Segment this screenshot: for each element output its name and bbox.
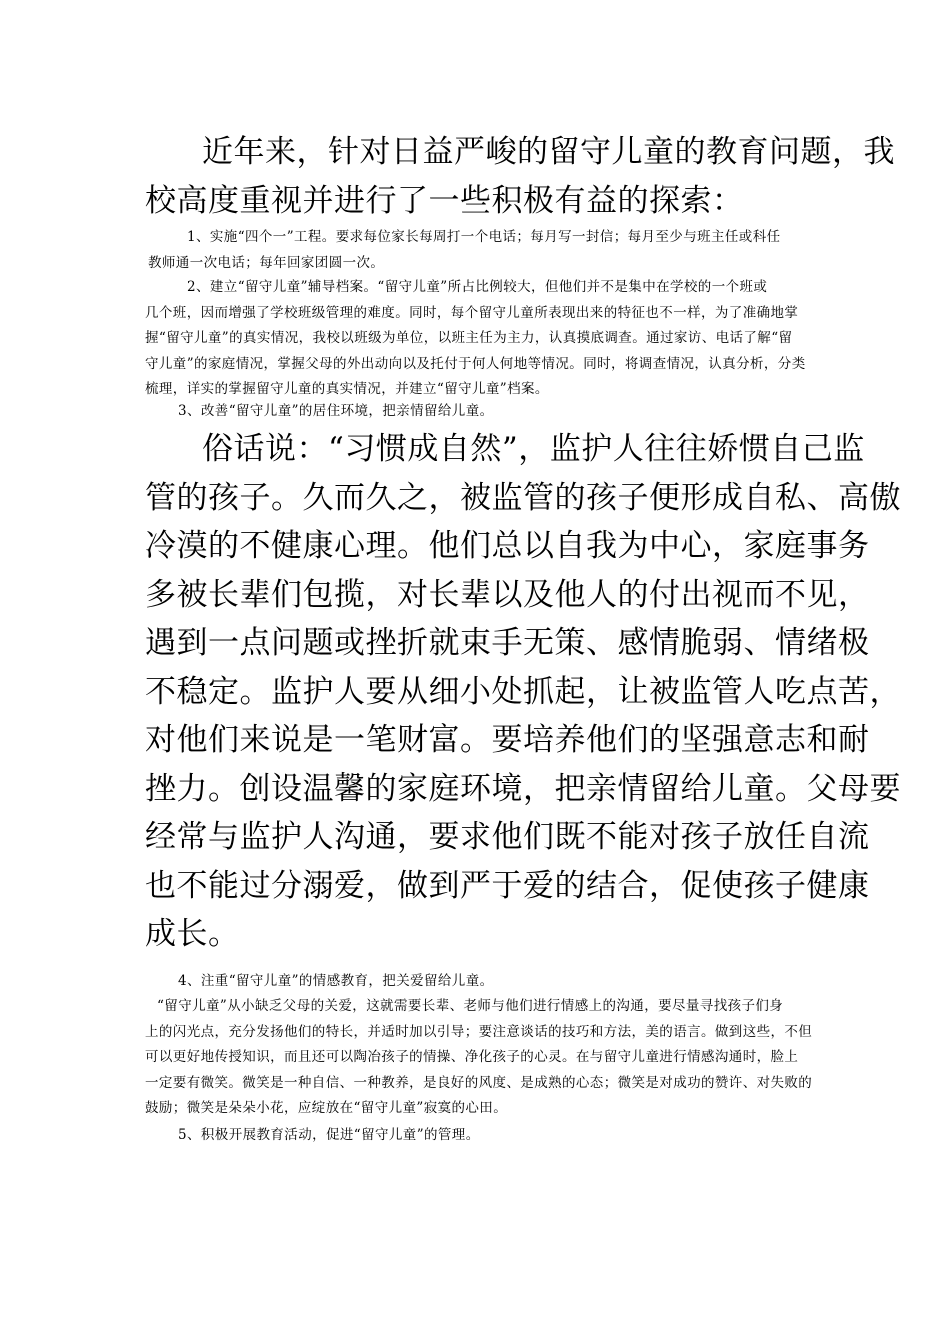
body-line: 多被长辈们包揽，对长辈以及他人的付出视而不见，: [145, 576, 870, 613]
item2-line: 2、建立“留守儿童”辅导档案。“留守儿童”所占比例较大，但他们并不是集中在学校的一个班或: [187, 279, 768, 295]
body-line: 冷漠的不健康心理。他们总以自我为中心，家庭事务: [145, 528, 870, 564]
item4-line: 上的闪光点，充分发扬他们的特长，并适时加以引导；要注意谈话的技巧和方法，美的语言。做到这些，不但: [145, 1023, 813, 1040]
body-line: 不稳定。监护人要从细小处抓起，让被监管人吃点苦，: [145, 673, 901, 710]
item3-heading: [178, 400, 494, 422]
body-line: 管的孩子。久而久之，被监管的孩子便形成自私、高傲: [145, 479, 901, 516]
item2-line: 握“留守儿童”的真实情况，我校以班级为单位，以班主任为主力，认真摸底调查。通过家访、电话了解“留: [145, 330, 793, 346]
body-line: 对他们来说是一笔财富。要培养他们的坚强意志和耐: [145, 722, 870, 758]
intro-line: 校高度重视并进行了一些积极有益的探索：: [145, 183, 744, 219]
body-line: 也不能过分溺爱，做到严于爱的结合，促使孩子健康: [145, 867, 870, 904]
body-line: 遇到一点问题或挫折就束手无策、感情脆弱、情绪极: [145, 625, 870, 661]
body-line: 成长。: [145, 916, 240, 952]
item4-line: “留守儿童”从小缺乏父母的关爱，这就需要长辈、老师与他们进行情感上的沟通，要尽量寻找孩子们身: [157, 998, 784, 1014]
item2-paragraph: [145, 275, 806, 403]
body-line: 挫力。创设温馨的家庭环境，把亲情留给儿童。父母要: [145, 770, 901, 807]
item3-heading-text: 3、改善“留守儿童”的居住环境，把亲情留给儿童。: [178, 403, 494, 419]
item2-line: 几个班，因而增强了学校班级管理的难度。同时，每个留守儿童所表现出来的特征也不一样，为了准确地掌: [145, 304, 799, 321]
item2-line: 守儿童”的家庭情况，掌握父母的外出动向以及托付于何人何地等情况。同时，将调查情况，认真分析，分类: [145, 355, 806, 372]
item1-line: 教师通一次电话；每年回家团圆一次。: [148, 255, 385, 271]
item1-line: 1、实施“四个一”工程。要求每位家长每周打一个电话；每月写一封信；每月至少与班主任或科任: [187, 229, 781, 245]
body-line: 俗话说：“习惯成自然”，监护人往往娇惯自己监: [202, 431, 865, 467]
item4-heading: [178, 970, 494, 992]
intro-paragraph: [145, 128, 895, 226]
body-line: 经常与监护人沟通，要求他们既不能对孩子放任自流: [145, 819, 870, 855]
item4-line: 一定要有微笑。微笑是一种自信、一种教养，是良好的风度、是成熟的心态；微笑是对成功的赞许、对失败的: [145, 1074, 813, 1091]
item4-line: 鼓励；微笑是朵朵小花，应绽放在“留守儿童”寂寞的心田。: [145, 1100, 508, 1116]
item4-paragraph: [145, 994, 812, 1122]
body-paragraph: [145, 425, 901, 959]
item2-line: 梳理，详实的掌握留守儿童的真实情况，并建立“留守儿童”档案。: [145, 381, 549, 397]
item5-heading-text: 5、积极开展教育活动，促进“留守儿童”的管理。: [178, 1127, 480, 1143]
item5-heading: [178, 1124, 480, 1146]
item1-paragraph: [145, 224, 781, 276]
item4-heading-text: 4、注重“留守儿童”的情感教育，把关爱留给儿童。: [178, 973, 494, 989]
intro-line: 近年来，针对日益严峻的留守儿童的教育问题，我: [202, 134, 895, 170]
item4-line: 可以更好地传授知识，而且还可以陶冶孩子的情操、净化孩子的心灵。在与留守儿童进行情感沟通时，脸上: [145, 1049, 799, 1065]
